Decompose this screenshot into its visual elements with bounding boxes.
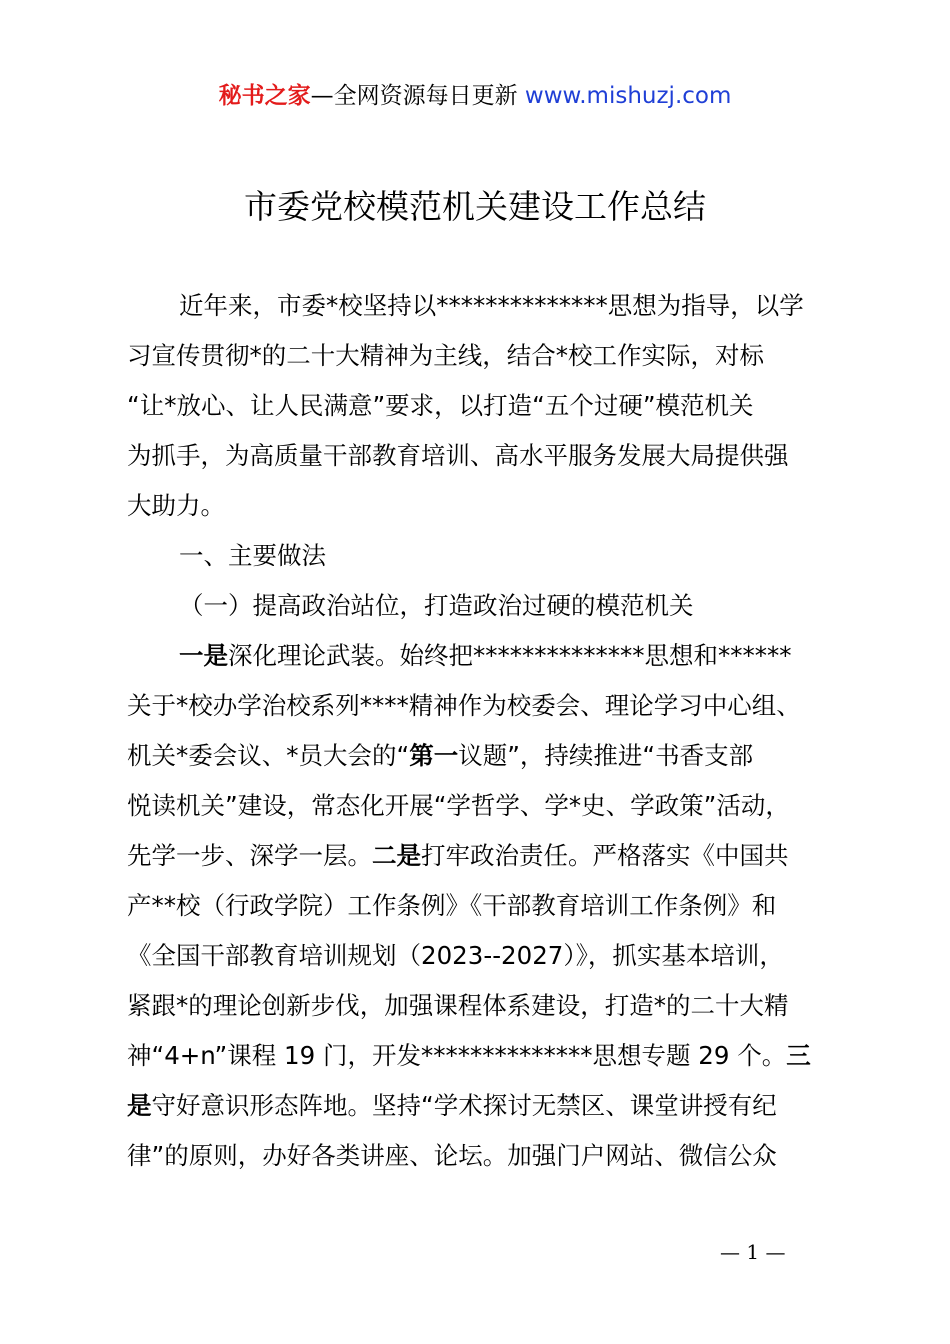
brand-name: 秘书之家 [218,83,311,109]
bold-marker: 是 [127,1091,152,1120]
site-header [0,80,950,112]
header-tagline: —全网资源每日更新 [310,83,518,109]
paragraph-line: 是守好意识形态阵地。坚持“学术探讨无禁区、课堂讲授有纪 [127,1091,777,1120]
paragraph-line: 先学一步、深学一层。二是打牢政治责任。严格落实《中国共 [127,841,789,870]
paragraph-line: 《全国干部教育培训规划（2023--2027）》，抓实基本培训， [127,941,784,970]
paragraph-line: 一是深化理论武装。始终把**************思想和****** [179,641,792,670]
subsection-heading: （一）提高政治站位，打造政治过硬的模范机关 [179,591,694,620]
paragraph-line: 产**校（行政学院）工作条例》《干部教育培训工作条例》和 [127,891,777,920]
intro-line: 为抓手，为高质量干部教育培训、高水平服务发展大局提供强 [127,441,789,470]
paragraph-line: 关于*校办学治校系列****精神作为校委会、理论学习中心组、 [127,691,801,720]
intro-line: 近年来，市委*校坚持以**************思想为指导，以学 [179,291,804,320]
document-title: 市委党校模范机关建设工作总结 [244,187,706,226]
site-url-link[interactable]: www.mishuzj.com [524,83,732,109]
intro-line: 习宣传贯彻*的二十大精神为主线，结合*校工作实际，对标 [127,341,764,370]
intro-line: “让*放心、让人民满意”要求，以打造“五个过硬”模范机关 [127,391,754,420]
paragraph-line: 机关*委会议、*员大会的“第一议题”，持续推进“书香支部 [127,741,754,770]
bold-marker: 第一 [409,741,459,770]
intro-line: 大助力。 [127,491,225,520]
paragraph-line: 神“4+n”课程 19 门，开发**************思想专题 29 个。三 [127,1041,811,1070]
paragraph-line: 紧跟*的理论创新步伐，加强课程体系建设，打造*的二十大精 [127,991,789,1020]
page-number: — 1 — [720,1240,786,1264]
paragraph-line: 悦读机关”建设，常态化开展“学哲学、学*史、学政策”活动， [127,791,790,820]
section-heading: 一、主要做法 [179,541,326,570]
bold-marker: 三 [786,1041,811,1070]
bold-marker: 一是 [179,641,228,670]
paragraph-line: 律”的原则，办好各类讲座、论坛。加强门户网站、微信公众 [127,1141,777,1170]
bold-marker: 二是 [372,841,421,870]
document-body [127,281,837,1181]
